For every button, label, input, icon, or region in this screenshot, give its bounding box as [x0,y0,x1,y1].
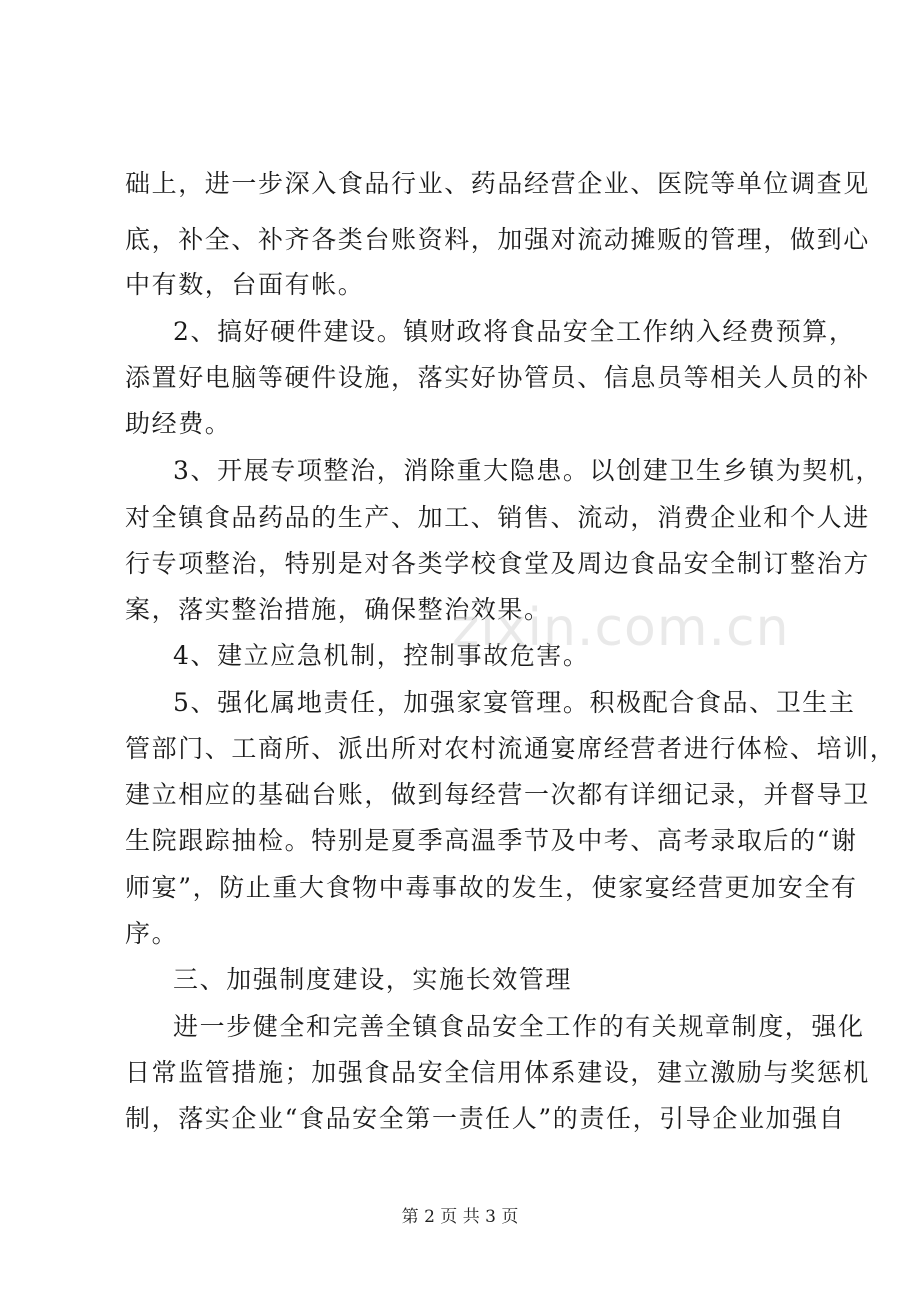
body-line-6: 助经费。 [125,409,232,438]
body-line-1: 础上，进一步深入食品行业、药品经营企业、医院等单位调查见 [125,169,870,198]
paragraph-3-start: 3、开展专项整治，消除重大隐患。以创建卫生乡镇为契机， [173,456,883,485]
body-line-5: 添置好电脑等硬件设施，落实好协管员、信息员等相关人员的补 [125,363,870,392]
body-line-16: 师宴”，防止重大食物中毒事故的发生，使家宴经营更加安全有 [125,873,858,902]
body-line-8: 对全镇食品药品的生产、加工、销售、流动，消费企业和个人进 [125,503,870,532]
body-line-2: 底，补全、补齐各类台账资料，加强对流动摊贩的管理，做到心 [125,225,870,254]
paragraph-2-start: 2、搞好硬件建设。镇财政将食品安全工作纳入经费预算， [173,317,856,346]
body-line-13: 管部门、工商所、派出所对农村流通宴席经营者进行体检、培训， [125,734,897,763]
body-line-21: 制，落实企业“食品安全第一责任人”的责任，引导企业加强自 [125,1104,846,1133]
body-line-3: 中有数，台面有帐。 [125,270,365,299]
body-line-14: 建立相应的基础台账，做到每经营一次都有详细记录，并督导卫 [125,780,870,809]
section-heading: 三、加强制度建设，实施长效管理 [173,965,573,994]
body-line-17: 序。 [125,919,179,948]
watermark: zixin.com.cn [452,598,790,658]
body-line-10: 案，落实整治措施，确保整治效果。 [125,595,551,624]
body-line-20: 日常监管措施；加强食品安全信用体系建设，建立激励与奖惩机 [125,1058,870,1087]
paragraph-5-start: 5、强化属地责任，加强家宴管理。积极配合食品、卫生主 [173,688,856,717]
paragraph-6-start: 进一步健全和完善全镇食品安全工作的有关规章制度，强化 [173,1012,865,1041]
page-footer: 第 2 页 共 3 页 [401,1207,519,1227]
body-line-15: 生院跟踪抽检。特别是夏季高温季节及中考、高考录取后的“谢 [125,826,858,855]
body-line-9: 行专项整治，特别是对各类学校食堂及周边食品安全制订整治方 [125,549,870,578]
paragraph-4: 4、建立应急机制，控制事故危害。 [173,641,590,670]
